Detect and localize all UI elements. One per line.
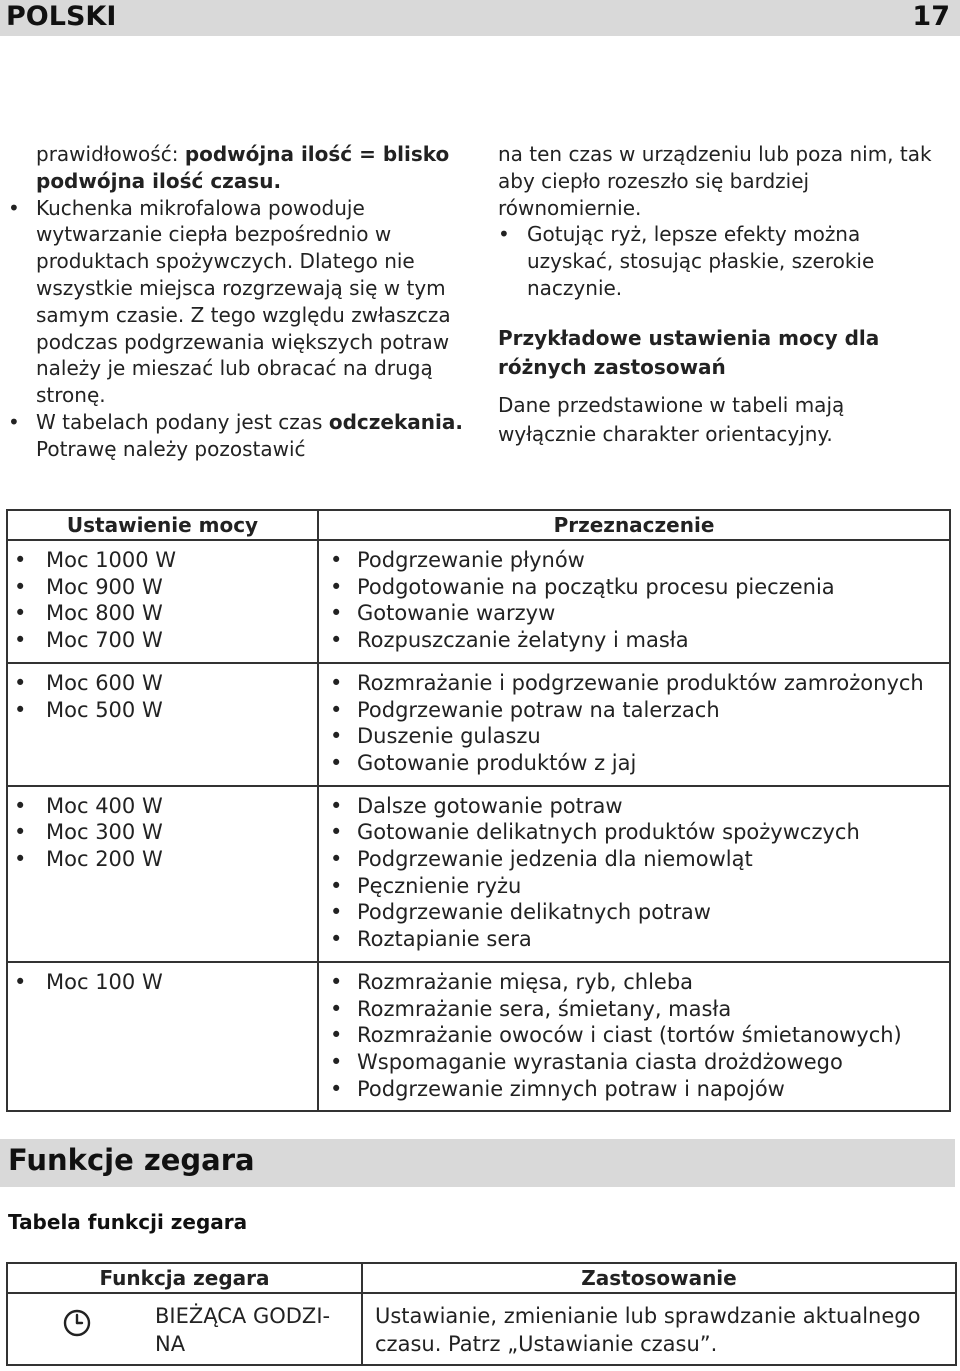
power-item: • Moc 800 W xyxy=(8,600,317,627)
standing-time-bold: odczekania. xyxy=(328,409,463,434)
table-row xyxy=(7,1293,956,1365)
clock-use-header: Zastosowanie xyxy=(362,1263,956,1293)
bullet-standing-time xyxy=(36,409,476,463)
use-item: • Podgrzewanie płynów xyxy=(319,547,949,574)
power-item: • Moc 600 W xyxy=(8,670,317,697)
use-item: • Duszenie gulaszu xyxy=(319,723,949,750)
continuation-paragraph: na ten czas w urządzeniu lub poza nim, tak aby ciepło rozeszło się bardziej równomiernie. xyxy=(498,142,932,220)
use-item: • Gotowanie produktów z jaj xyxy=(319,750,949,777)
use-item: • Rozmrażanie owoców i ciast (tortów śmietanowych) xyxy=(319,1022,949,1049)
use-item: • Rozmrażanie sera, śmietany, masła xyxy=(319,996,949,1023)
use-item: • Podgotowanie na początku procesu pieczenia xyxy=(319,574,949,601)
use-item: • Roztapianie sera xyxy=(319,926,949,953)
clock-function-name-line2: NA xyxy=(155,1332,186,1356)
standing-time-text: W tabelach podany jest czas xyxy=(36,409,329,434)
power-item: • Moc 400 W xyxy=(8,793,317,820)
bullet-microwave: • Kuchenka mikrofalowa powoduje wytwarzanie ciepła bezpośrednio w produktach spożywczych. Dlatego nie wszystkie miejsca rozgrzewają się w tym samym czasie. Z tego względu zwłaszcza podczas podgrzewania większych potraw należy je mieszać lub obracać na drugą stronę. xyxy=(36,195,476,409)
table-row xyxy=(7,663,950,786)
power-item: • Moc 900 W xyxy=(8,574,317,601)
section-subheading: Przykładowe ustawienia mocy dla różnych zastosowań xyxy=(498,325,880,379)
power-item: • Moc 700 W xyxy=(8,627,317,654)
left-text-column xyxy=(36,141,476,463)
page-number: 17 xyxy=(912,1,950,32)
power-column-header: Ustawienie mocy xyxy=(7,510,318,540)
standing-time-rest: Potrawę należy pozostawić xyxy=(36,436,306,461)
right-text-column xyxy=(498,141,943,449)
clock-function-use: Ustawianie, zmienianie lub sprawdzanie aktualnego czasu. Patrz „Ustawianie czasu”. xyxy=(362,1293,956,1365)
use-item: • Pęcznienie ryżu xyxy=(319,873,949,900)
table-note: Dane przedstawione w tabeli mają wyłącznie charakter orientacyjny. xyxy=(498,392,845,446)
use-column-header: Przeznaczenie xyxy=(318,510,950,540)
use-item: • Gotowanie delikatnych produktów spożywczych xyxy=(319,819,949,846)
table-row xyxy=(7,962,950,1112)
clock-icon xyxy=(62,1308,92,1338)
use-item: • Wspomaganie wyrastania ciasta drożdżowego xyxy=(319,1049,949,1076)
clock-icon-cell xyxy=(7,1293,145,1365)
language-label: POLSKI xyxy=(6,1,117,32)
clock-function-name-line1: BIEŻĄCA GODZI- xyxy=(155,1304,331,1328)
clock-table-title: Tabela funkcji zegara xyxy=(8,1210,248,1234)
intro-paragraph xyxy=(36,141,476,195)
use-item: • Rozpuszczanie żelatyny i masła xyxy=(319,627,949,654)
clock-function-name xyxy=(145,1293,362,1365)
power-item: • Moc 500 W xyxy=(8,697,317,724)
power-item: • Moc 300 W xyxy=(8,819,317,846)
table-row xyxy=(7,540,950,663)
use-item: • Dalsze gotowanie potraw xyxy=(319,793,949,820)
power-settings-table xyxy=(6,509,951,1112)
page-header xyxy=(0,0,960,36)
use-item: • Podgrzewanie potraw na talerzach xyxy=(319,697,949,724)
intro-text: prawidłowość: xyxy=(36,142,185,166)
use-item: • Rozmrażanie mięsa, ryb, chleba xyxy=(319,969,949,996)
use-item: • Podgrzewanie delikatnych potraw xyxy=(319,899,949,926)
clock-function-header: Funkcja zegara xyxy=(7,1263,362,1293)
bullet-rice: • Gotując ryż, lepsze efekty można uzyskać, stosując płaskie, szerokie naczynie. xyxy=(498,221,943,301)
clock-functions-table xyxy=(6,1262,957,1366)
section-heading-bar xyxy=(0,1139,955,1187)
power-item: • Moc 200 W xyxy=(8,846,317,873)
use-item: • Gotowanie warzyw xyxy=(319,600,949,627)
use-item: • Rozmrażanie i podgrzewanie produktów zamrożonych xyxy=(319,670,949,697)
table-row xyxy=(7,786,950,962)
power-item: • Moc 100 W xyxy=(8,969,317,996)
use-item: • Podgrzewanie jedzenia dla niemowląt xyxy=(319,846,949,873)
use-item: • Podgrzewanie zimnych potraw i napojów xyxy=(319,1076,949,1103)
section-title: Funkcje zegara xyxy=(8,1143,255,1177)
intro-bold-text: podwójna ilość = blisko podwójna ilość czasu. xyxy=(36,142,450,193)
power-item: • Moc 1000 W xyxy=(8,547,317,574)
